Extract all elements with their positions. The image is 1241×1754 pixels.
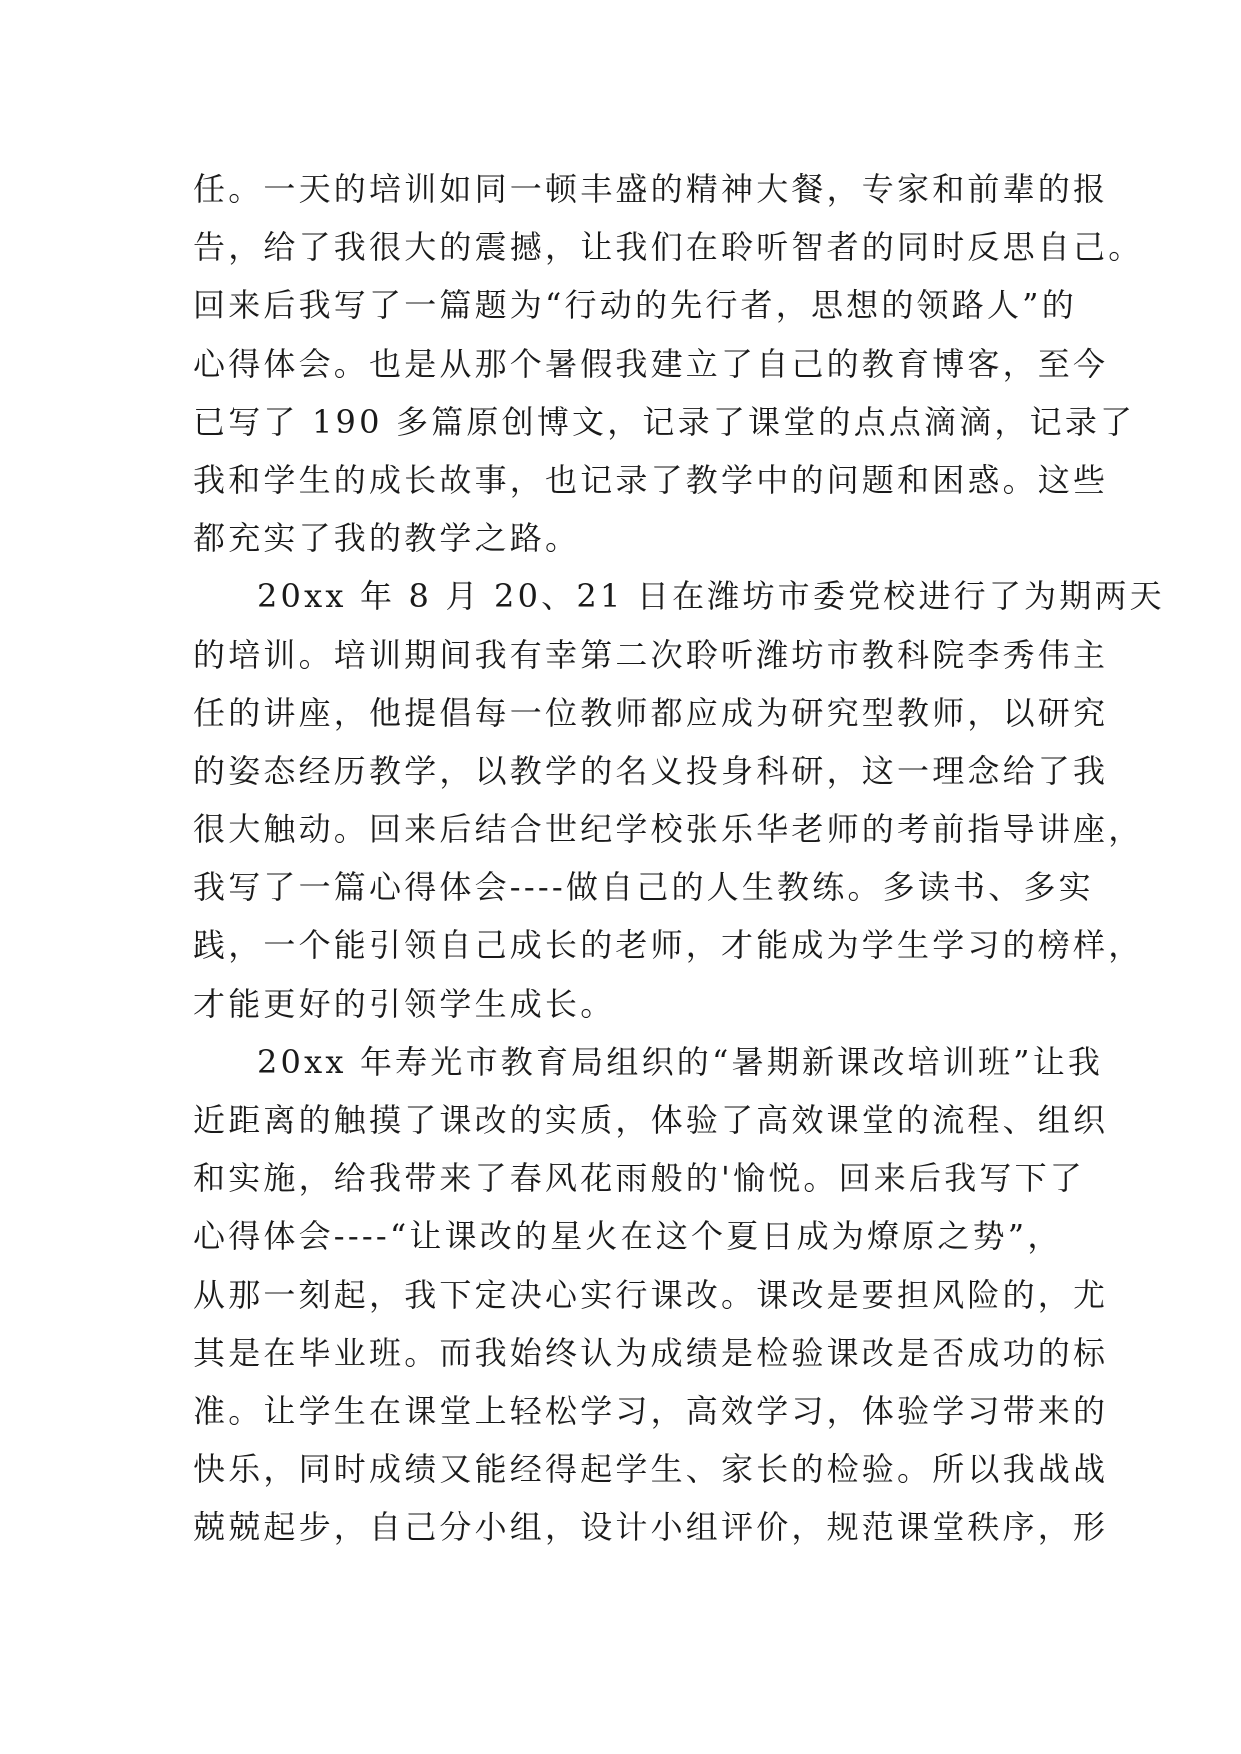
- text-line: 近距离的触摸了课改的实质，体验了高效课堂的流程、组织: [193, 1101, 1109, 1139]
- text-line: 20xx 年寿光市教育局组织的“暑期新课改培训班”让我: [257, 1042, 1104, 1081]
- text-line: 告，给了我很大的震撼，让我们在聆听智者的同时反思自己。: [193, 228, 1144, 267]
- text-line: 践，一个能引领自己成长的老师，才能成为学生学习的榜样，: [193, 926, 1144, 965]
- text-line: 都充实了我的教学之路。: [193, 519, 581, 558]
- text-line: 回来后我写了一篇题为“行动的先行者，思想的领路人”的: [193, 286, 1077, 325]
- text-line: 20xx 年 8 月 20、21 日在潍坊市委党校进行了为期两天: [257, 577, 1165, 616]
- text-line: 其是在毕业班。而我始终认为成绩是检验课改是否成功的标: [193, 1333, 1109, 1372]
- text-line: 和实施，给我带来了春风花雨般的'愉悦。回来后我写下了: [193, 1159, 1085, 1198]
- text-line: 任。一天的培训如同一顿丰盛的精神大餐，专家和前辈的报: [193, 170, 1109, 208]
- text-line: 很大触动。回来后结合世纪学校张乐华老师的考前指导讲座，: [193, 810, 1144, 849]
- text-line: 准。让学生在课堂上轻松学习，高效学习，体验学习带来的: [193, 1391, 1109, 1430]
- text-line: 快乐，同时成绩又能经得起学生、家长的检验。所以我战战: [193, 1450, 1109, 1489]
- text-line: 的培训。培训期间我有幸第二次聆听潍坊市教科院李秀伟主: [193, 635, 1109, 674]
- text-line: 我写了一篇心得体会----做自己的人生教练。多读书、多实: [193, 868, 1094, 907]
- text-line: 从那一刻起，我下定决心实行课改。课改是要担风险的，尤: [193, 1275, 1109, 1314]
- text-line: 的姿态经历教学，以教学的名义投身科研，这一理念给了我: [193, 751, 1109, 790]
- text-line: 兢兢起步，自己分小组，设计小组评价，规范课堂秩序，形: [193, 1508, 1109, 1547]
- text-line: 心得体会。也是从那个暑假我建立了自己的教育博客，至今: [193, 344, 1109, 383]
- text-line: 心得体会----“让课改的星火在这个夏日成为燎原之势”，: [193, 1217, 1063, 1256]
- text-line: 我和学生的成长故事，也记录了教学中的问题和困惑。这些: [193, 460, 1109, 499]
- body-text: [193, 160, 1165, 1557]
- text-line: 任的讲座，他提倡每一位教师都应成为研究型教师，以研究: [193, 693, 1109, 732]
- text-line: 才能更好的引领学生成长。: [193, 984, 616, 1023]
- text-line: 已写了 190 多篇原创博文，记录了课堂的点点滴滴，记录了: [193, 402, 1136, 441]
